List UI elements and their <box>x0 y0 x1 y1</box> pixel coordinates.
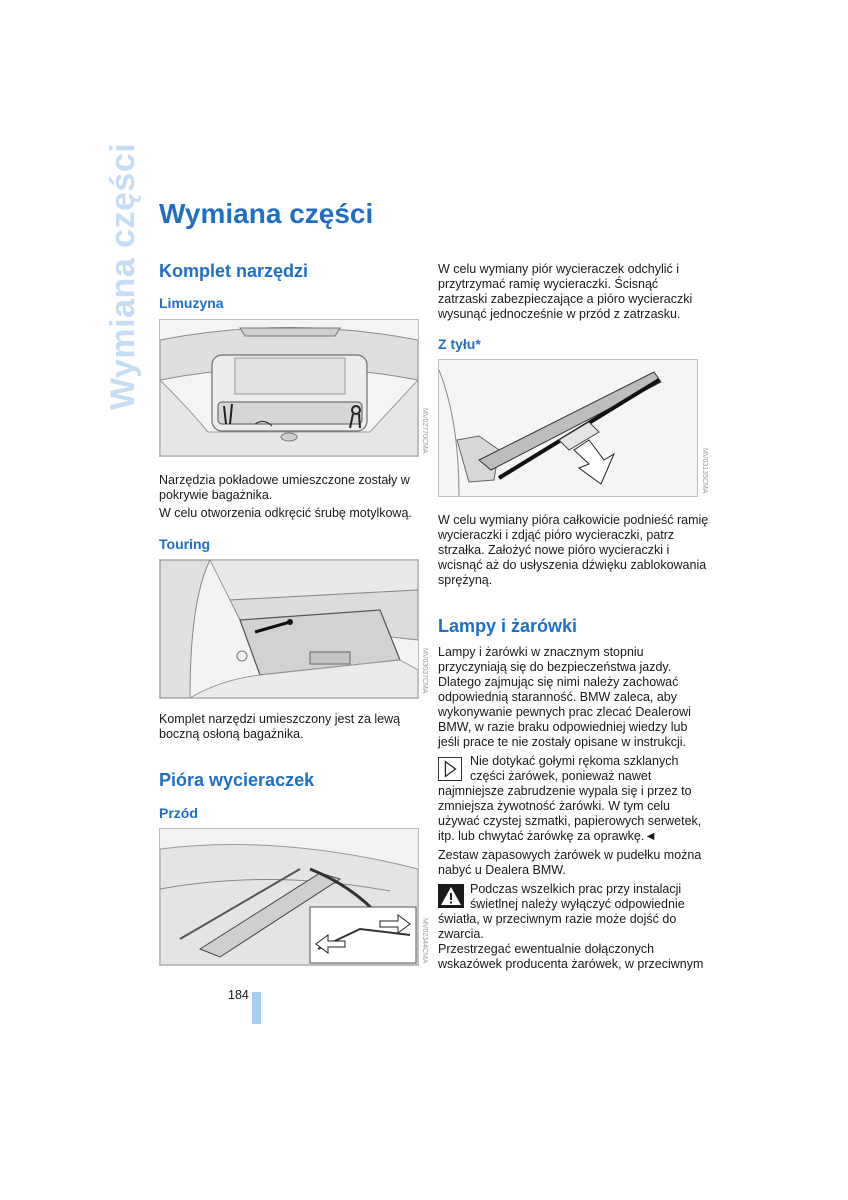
warning-rest: światła, w przeciwnym razie może dojść do zwarcia. <box>438 912 677 941</box>
figure-code: MV03135CMA <box>701 448 708 494</box>
heading-limuzyna: Limuzyna <box>159 295 224 311</box>
page-number: 184 <box>228 988 249 1002</box>
warning-icon <box>438 884 464 908</box>
heading-komplet-narzedzi: Komplet narzędzi <box>159 261 309 281</box>
figure-code: MV02770CMA <box>421 408 428 454</box>
paragraph-front-wiper-instructions: W celu wymiany piór wycieraczek odchylić i przytrzymać ramię wycieraczki. Ścisnąć zatrzaski zabezpieczające a pióro wycieraczki wysunąć jednocześnie w przód z zatrzasku. <box>438 262 693 321</box>
side-title: Wymiana części <box>104 142 142 410</box>
paragraph-spare-bulbs: Zestaw zapasowych żarówek w pudełku można nabyć u Dealera BMW. <box>438 848 702 877</box>
heading-touring: Touring <box>159 536 211 552</box>
paragraph-wing-screw: W celu otworzenia odkręcić śrubę motylkową. <box>159 506 412 520</box>
figure-front-wiper <box>159 828 419 966</box>
page-marker-bar <box>252 992 261 1024</box>
figure-code: MV03037CMA <box>421 648 428 694</box>
paragraph-rear-wiper-instructions: W celu wymiany pióra całkowicie podnieść ramię wycieraczki i zdjąć pióro wycieraczki, patrz strzałka. Założyć nowe pióro wycieraczki i wcisnąć aż do usłyszenia dźwięku zablokowania sprężyną. <box>438 513 709 587</box>
page-title: Wymiana części <box>159 198 374 229</box>
paragraph-tools-location: Narzędzia pokładowe umieszczone zostały w pokrywie bagażnika. <box>159 473 410 502</box>
heading-piora-wycieraczek: Pióra wycieraczek <box>159 770 315 790</box>
note-triangle-icon <box>438 757 462 781</box>
figure-code: MV02344CMA <box>421 918 428 964</box>
heading-przod: Przód <box>159 805 198 821</box>
heading-lampy-i-zarowki: Lampy i żarówki <box>438 616 578 636</box>
note-bulbs-first-lines: Nie dotykać gołymi rękoma szklanych części żarówek, ponieważ nawet <box>470 754 679 783</box>
figure-rear-wiper <box>438 359 698 497</box>
warning-first-lines: Podczas wszelkich prac przy instalacji świetlnej należy wyłączyć odpowiednie <box>470 882 685 911</box>
paragraph-manufacturer-instructions: Przestrzegać ewentualnie dołączonych wskazówek producenta żarówek, w przeciwnym <box>438 942 704 971</box>
figure-touring-trunk <box>159 559 419 699</box>
figure-limuzyna-trunk-tools <box>159 319 419 457</box>
paragraph-touring-tools: Komplet narzędzi umieszczony jest za lewą boczną osłoną bagażnika. <box>159 712 401 741</box>
paragraph-lamps-intro: Lampy i żarówki w znacznym stopniu przyczyniają się do bezpieczeństwa jazdy. Dlatego zajmując się nimi należy zachować odpowiednią staranność. BMW zaleca, aby wykonywanie pewnych prac zlecać Dealerowi BMW, w razie braku odpowiedniej wiedzy lub jeśli prace te nie zostały opisane w instrukcji. <box>438 645 691 749</box>
heading-z-tylu: Z tyłu* <box>438 336 481 352</box>
note-bulbs-rest: najmniejsze zabrudzenie wypala się i przez to zmniejsza żywotność żarówki. W tym celu używać czystej szmatki, papierowych serwetek, itp. lub chwytać żarówkę za oprawkę.◄ <box>438 784 702 843</box>
